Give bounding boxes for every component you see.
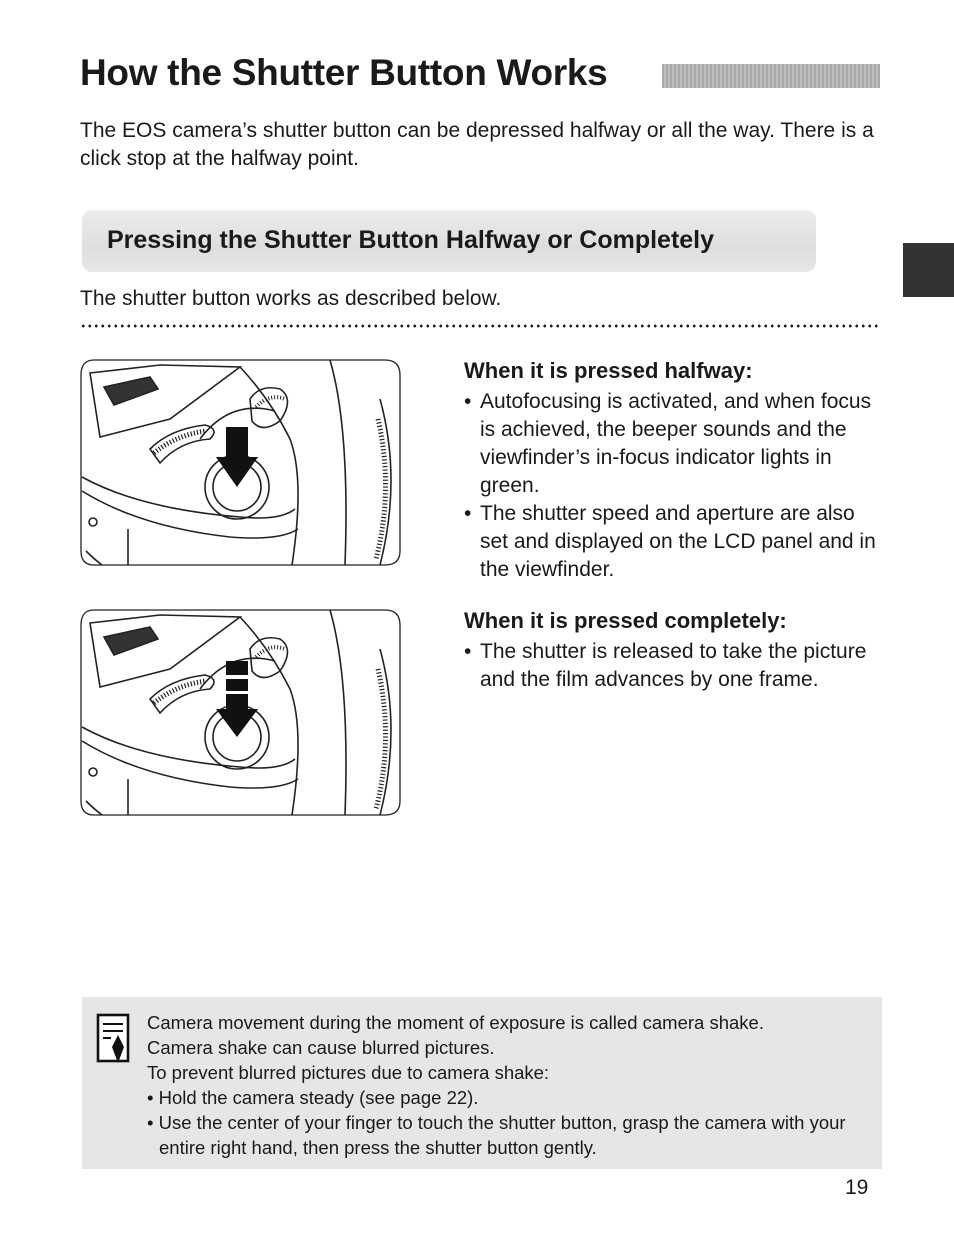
title-decorative-bar: [662, 64, 880, 88]
note-text: [147, 1010, 867, 1160]
completely-heading: When it is pressed completely:: [464, 608, 787, 633]
chapter-side-tab: [903, 243, 954, 297]
camera-illustration-halfway: [80, 359, 402, 567]
note-line: Camera shake can cause blurred pictures.: [147, 1037, 495, 1058]
halfway-bullet: • Autofocusing is activated, and when focus is achieved, the beeper sounds and the viewfinder’s in-focus indicator lights in green.: [464, 388, 884, 500]
intro-paragraph: The EOS camera’s shutter button can be depressed halfway or all the way. There is a click stop at the halfway point.: [80, 119, 874, 170]
completely-bullet: • The shutter is released to take the picture and the film advances by one frame.: [464, 638, 884, 694]
section-intro: The shutter button works as described below.: [80, 287, 502, 310]
note-line: Camera movement during the moment of exposure is called camera shake.: [147, 1012, 764, 1033]
section-heading: Pressing the Shutter Button Halfway or Completely: [107, 226, 715, 254]
camera-top-drawing-completely: [80, 609, 402, 817]
halfway-heading: When it is pressed halfway:: [464, 358, 753, 383]
note-bullet: • Use the center of your finger to touch the shutter button, grasp the camera with your entire right hand, then press the shutter button gently.: [147, 1112, 846, 1158]
note-bullet-text: Use the center of your finger to touch the shutter button, grasp the camera with your entire right hand, then press the shutter button gently.: [158, 1112, 846, 1158]
note-bullet: • Hold the camera steady (see page 22).: [147, 1087, 479, 1108]
completely-description: [464, 606, 884, 694]
memo-note-icon: [96, 1013, 132, 1070]
halfway-bullet-list: [464, 388, 884, 584]
camera-illustration-completely: [80, 609, 402, 817]
camera-top-drawing-halfway: [80, 359, 402, 567]
halfway-bullet: • The shutter speed and aperture are also set and displayed on the LCD panel and in the viewfinder.: [464, 500, 884, 584]
dotted-divider: [80, 324, 880, 328]
page-title: How the Shutter Button Works: [80, 52, 608, 93]
note-line: To prevent blurred pictures due to camera shake:: [147, 1062, 550, 1083]
halfway-description: [464, 356, 884, 584]
page-number: 19: [845, 1176, 869, 1199]
completely-bullet-list: [464, 638, 884, 694]
note-bullet-text: Hold the camera steady (see page 22).: [158, 1087, 479, 1108]
